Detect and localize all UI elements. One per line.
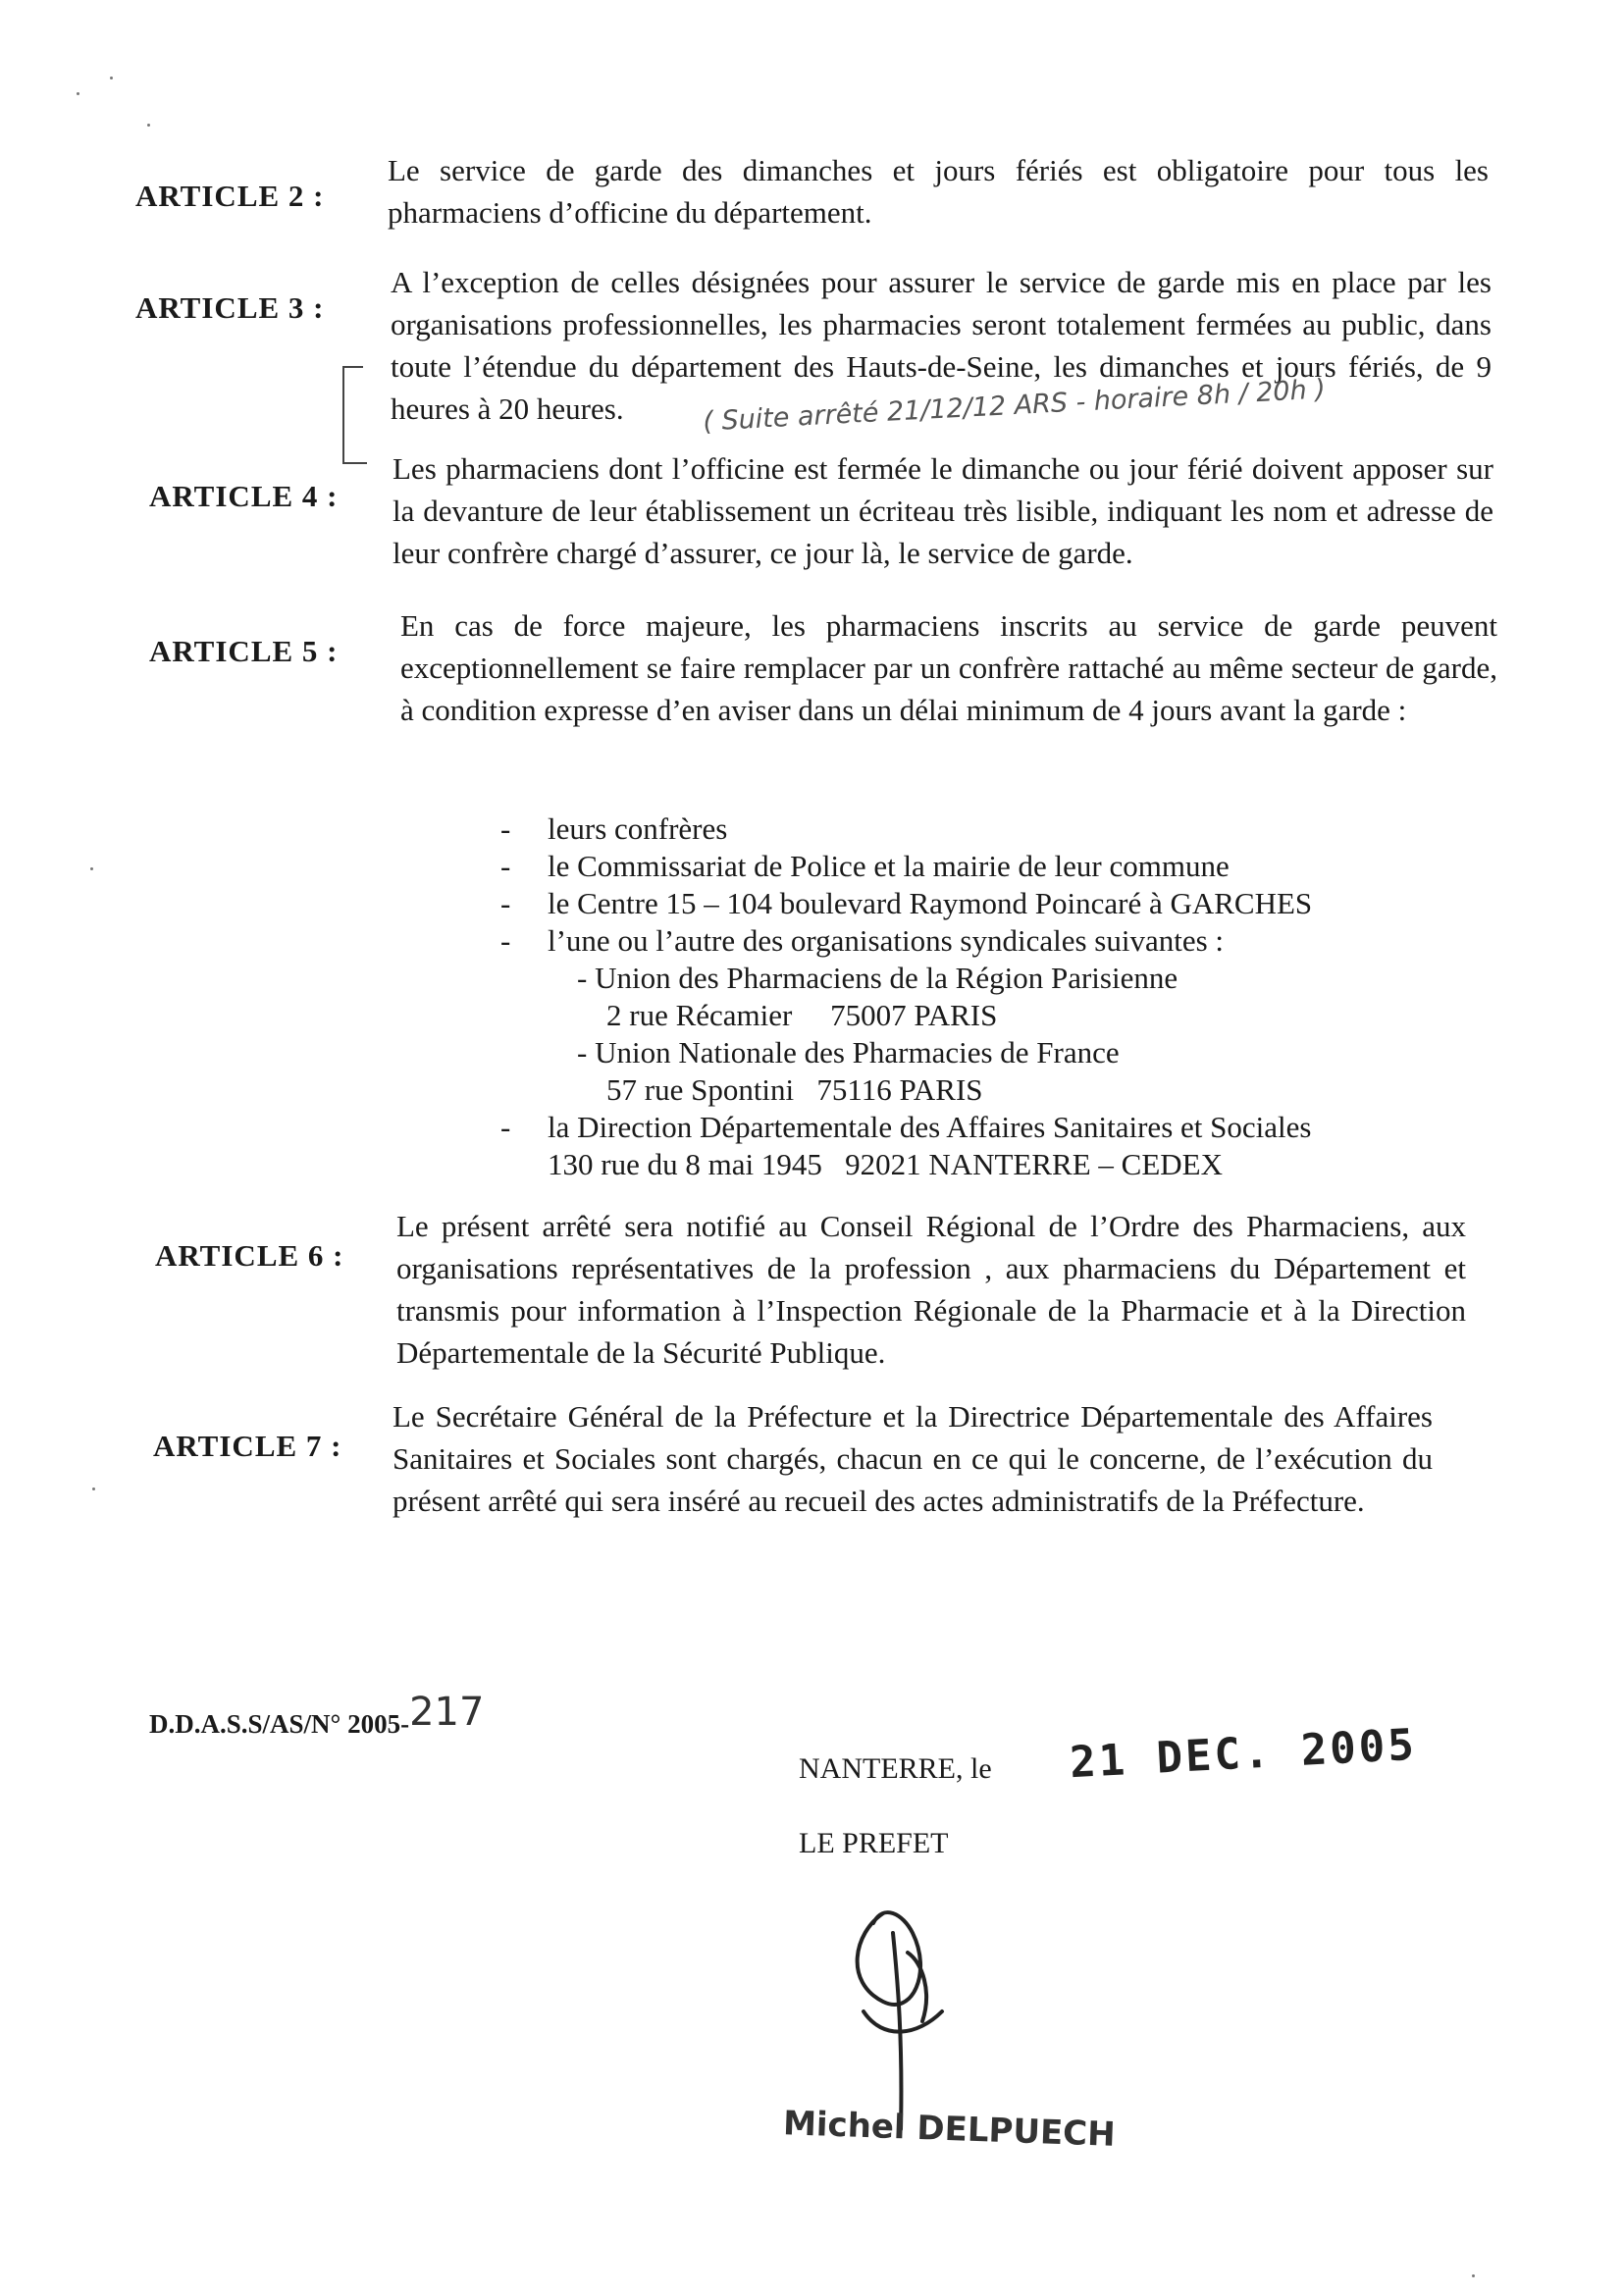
list-subitem-address: 2 rue Récamier 75007 PARIS bbox=[606, 998, 998, 1032]
scan-speck bbox=[147, 124, 150, 127]
notification-list bbox=[500, 810, 1431, 1183]
list-item-text: leurs confrères bbox=[548, 811, 728, 846]
place-label: NANTERRE, le bbox=[799, 1752, 992, 1785]
list-item-text: l’une ou l’autre des organisations syndicales suivantes : bbox=[548, 923, 1225, 958]
scan-speck bbox=[90, 867, 93, 870]
article-4-paragraph: Les pharmaciens dont l’officine est fermée le dimanche ou jour férié doivent apposer sur la devanture de leur établissement un écriteau très lisible, indiquant les nom et adresse de leur confrère chargé d’assurer, ce jour là, le service de garde. bbox=[393, 451, 1493, 570]
list-item bbox=[500, 885, 1431, 922]
article-4-text bbox=[393, 447, 1493, 574]
list-dash: - bbox=[500, 849, 511, 883]
signature-scribble bbox=[824, 1894, 981, 2139]
list-item-text: le Centre 15 – 104 boulevard Raymond Poincaré à GARCHES bbox=[548, 886, 1313, 920]
decree-reference bbox=[149, 1690, 485, 1743]
handwritten-bracket bbox=[334, 361, 383, 469]
list-subitem-address: 57 rue Spontini 75116 PARIS bbox=[606, 1072, 983, 1107]
list-item bbox=[500, 810, 1431, 848]
list-item bbox=[500, 1109, 1431, 1146]
list-dash: - bbox=[500, 886, 511, 920]
article-6-label: ARTICLE 6 : bbox=[155, 1238, 344, 1273]
article-5-text bbox=[400, 604, 1497, 731]
article-4-label: ARTICLE 4 : bbox=[149, 479, 339, 513]
scan-speck bbox=[77, 92, 79, 95]
list-item-text: le Commissariat de Police et la mairie de leur commune bbox=[548, 849, 1230, 883]
article-6-text bbox=[396, 1205, 1466, 1374]
article-7-paragraph: Le Secrétaire Général de la Préfecture et la Directrice Départementale des Affaires Sanitaires et Sociales sont chargés, chacun en ce qui le concerne, de l’exécution du présent arrêté qui sera inséré au recueil des actes administratifs de la Préfecture. bbox=[393, 1399, 1433, 1518]
article-6-paragraph: Le présent arrêté sera notifié au Conseil Régional de l’Ordre des Pharmaciens, aux organisations représentatives de la profession , aux pharmaciens du Département et transmis pour information à l’Inspection Régionale de la Pharmacie et à la Direction Départementale de la Sécurité Publique. bbox=[396, 1209, 1466, 1370]
article-3-label: ARTICLE 3 : bbox=[135, 290, 325, 325]
article-5-label: ARTICLE 5 : bbox=[149, 634, 339, 668]
article-7-text bbox=[393, 1395, 1433, 1522]
prefect-title: LE PREFET bbox=[799, 1827, 949, 1859]
scan-speck bbox=[92, 1487, 95, 1490]
article-2-label: ARTICLE 2 : bbox=[135, 179, 325, 213]
signatory-name: Michel DELPUECH bbox=[782, 2104, 1117, 2155]
article-3-paragraph: A l’exception de celles désignées pour assurer le service de garde mis en place par les organisations professionnelles, les pharmacies seront totalement fermées au public, dans toute l’étendue du département des Hauts-de-Seine, les dimanches et jours fériés, de 9 heures à 20 heures. bbox=[391, 265, 1492, 426]
date-stamp: 21 DEC. 2005 bbox=[1068, 1719, 1418, 1789]
article-7-label: ARTICLE 7 : bbox=[153, 1429, 342, 1463]
list-subitem: - Union des Pharmaciens de la Région Parisienne bbox=[577, 961, 1178, 995]
reference-prefix: D.D.A.S.S/AS/N° 2005- bbox=[149, 1709, 410, 1739]
list-dash: - bbox=[500, 1110, 511, 1144]
list-dash: - bbox=[500, 811, 511, 846]
handwritten-reference-number: 217 bbox=[409, 1690, 485, 1735]
list-item bbox=[500, 922, 1431, 960]
list-item bbox=[500, 848, 1431, 885]
scan-speck bbox=[1472, 2274, 1475, 2277]
article-2-paragraph: Le service de garde des dimanches et jours fériés est obligatoire pour tous les pharmaciens d’officine du département. bbox=[388, 153, 1489, 230]
scan-speck bbox=[110, 77, 113, 79]
article-5-paragraph: En cas de force majeure, les pharmaciens inscrits au service de garde peuvent exceptionnellement se faire remplacer par un confrère rattaché au même secteur de garde, à condition expresse d’en aviser dans un délai minimum de 4 jours avant la garde : bbox=[400, 608, 1497, 727]
list-item-address: 130 rue du 8 mai 1945 92021 NANTERRE – CEDEX bbox=[548, 1147, 1223, 1181]
handwritten-annotation: ( Suite arrêté 21/12/12 ARS - horaire 8h / 20h ) bbox=[702, 374, 1327, 438]
list-dash: - bbox=[500, 923, 511, 958]
list-item-text: la Direction Départementale des Affaires Sanitaires et Sociales bbox=[548, 1110, 1312, 1144]
list-subitem: - Union Nationale des Pharmacies de France bbox=[577, 1035, 1120, 1070]
article-2-text bbox=[388, 149, 1489, 234]
